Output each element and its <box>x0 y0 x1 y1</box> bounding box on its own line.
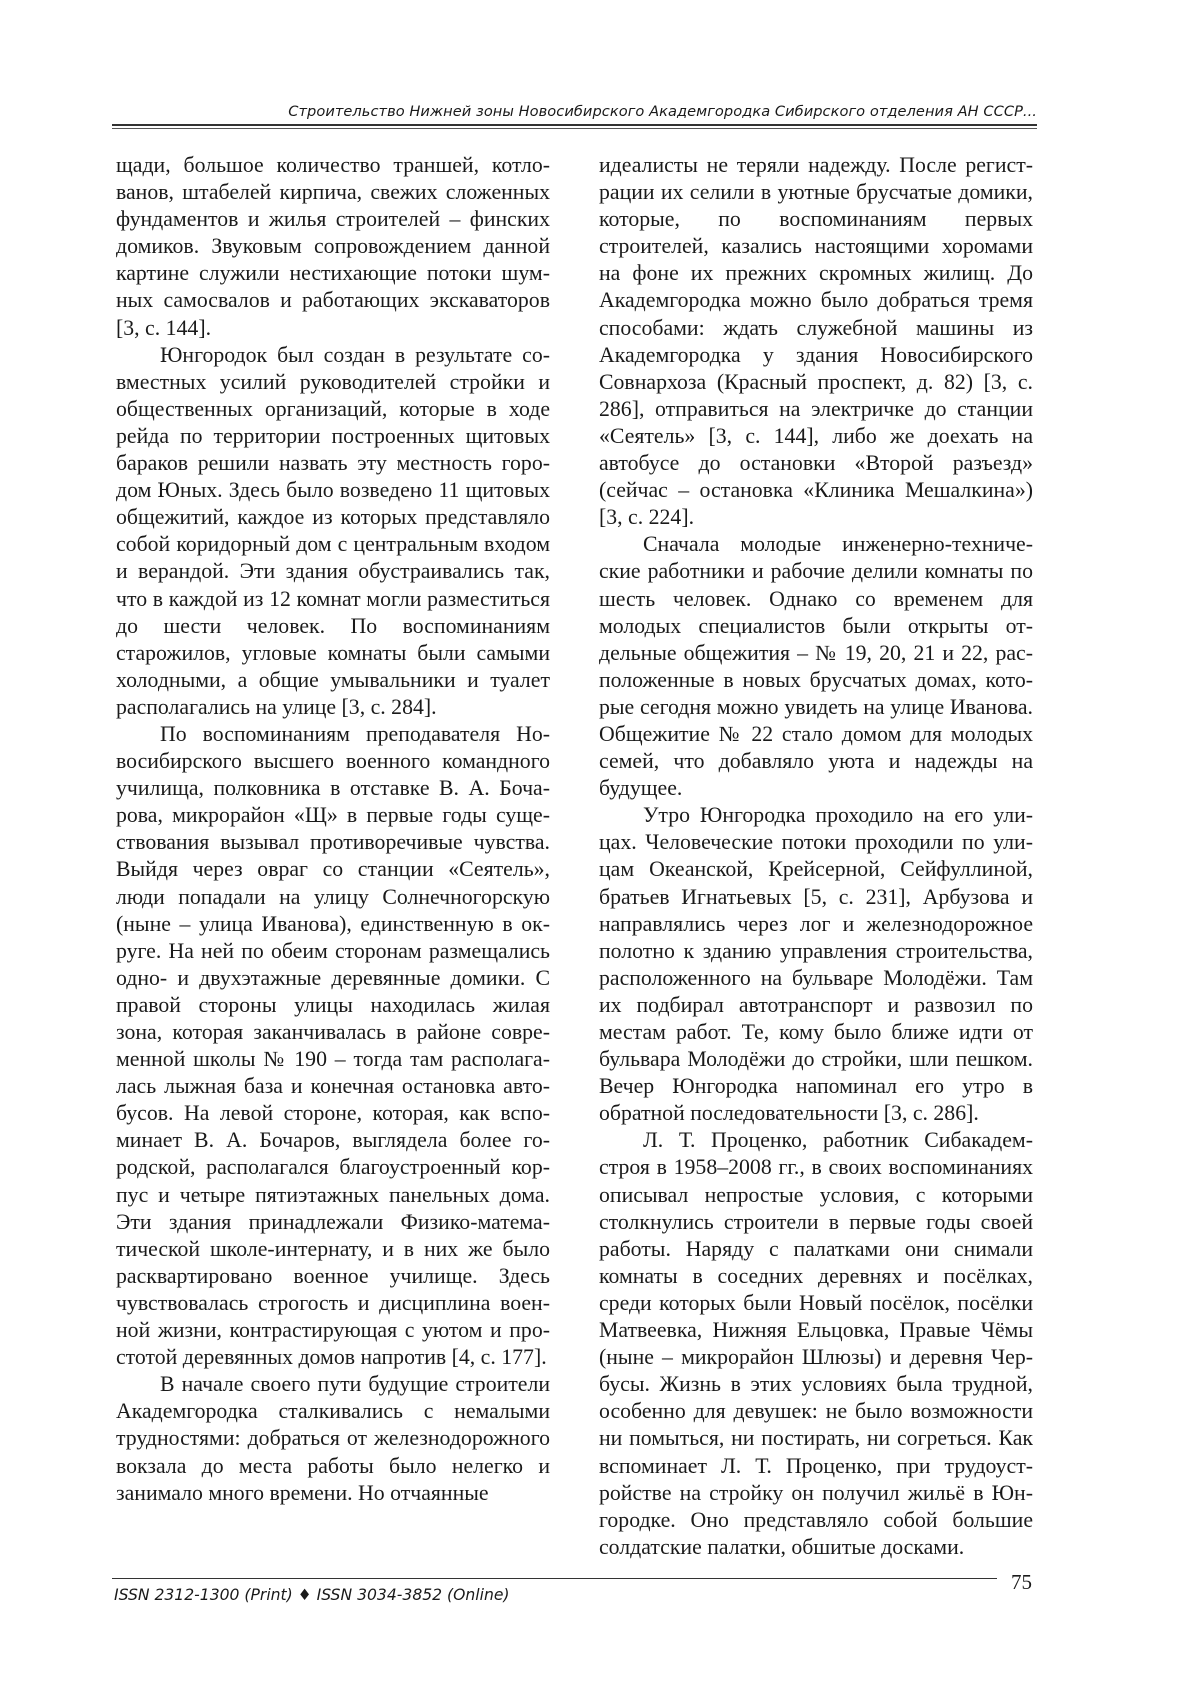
header-rule-thin <box>112 128 1037 129</box>
paragraph: По воспоминаниям преподавателя Новосибирского высшего военного командного училища, полковника в отставке В. А. Бочарова, микрорайон «Щ» в первые годы существования вызывал противоречивые чувства. Выйдя через овраг со станции «Сеятель», люди попадали на улицу Солнечногорскую (ныне – улица Иванова), единственную в округе. На ней по обеим сторонам размещались одно- и двухэтажные деревянные домики. С правой стороны улицы находилась жилая зона, которая заканчивалась в районе современной школы № 190 – тогда там располагалась лыжная база и конечная остановка автобусов. На левой стороне, которая, как вспоминает В. А. Бочаров, выглядела более городской, располагался благоустроенный корпус и четыре пятиэтажных панельных дома. Эти здания принадлежали Физико-математической школе-интернату, и в них же было расквартировано военное училище. Здесь чувствовалась строгость и дисциплина военной жизни, контрастирующая с уютом и простотой деревянных домов напротив [4, с. 177]. <box>116 721 550 1370</box>
footer-issn: ISSN 2312-1300 (Print) ♦ ISSN 3034-3852 (Online) <box>114 1586 510 1604</box>
running-header: Строительство Нижней зоны Новосибирского Академгородка Сибирского отделения АН СССР... <box>288 103 1037 120</box>
paragraph: Л. Т. Проценко, работник Сибакадемстроя в 1958–2008 гг., в своих воспоминаниях описывал непростые условия, с которыми столкнулись строители в первые годы своей работы. Наряду с палатками они снимали комнаты в соседних деревнях и посёлках, среди которых были Новый посёлок, посёлки Матвеевка, Нижняя Ельцовка, Правые Чёмы (ныне – микрорайон Шлюзы) и деревня Чербусы. Жизнь в этих условиях была трудной, особенно для девушек: не было возможности ни помыться, ни постирать, ни согреться. Как вспоминает Л. Т. Проценко, при трудоустройстве на стройку он получил жильё в Юнгородке. Оно представляло собой большие солдатские палатки, обшитые досками. <box>599 1128 1033 1559</box>
paragraph: В начале своего пути будущие строители Академгородка сталкивались с немалыми трудностями: добраться от железнодорожного вокзала до места работы было нелегко и занимало много времени. Но отчаянные <box>116 1372 550 1505</box>
paragraph: идеалисты не теряли надежду. После регистрации их селили в уютные брусчатые домики, которые, по воспоминаниям первых строителей, казались настоящими хоромами на фоне их прежних скромных жилищ. До Академгородка можно было добраться тремя способами: ждать служебной машины из Академгородка у здания Новосибирского Совнархоза (Красный проспект, д. 82) [3, с. 286], отправиться на электричке до станции «Сеятель» [3, с. 144], либо же доехать на автобусе до остановки «Второй разъезд» (сейчас – остановка «Клиника Мешалкина») [3, с. 224]. <box>599 153 1033 530</box>
paragraph: Сначала молодые инженерно-технические работники и рабочие делили комнаты по шесть человек. Однако со временем для молодых специалистов были открыты отдельные общежития – № 19, 20, 21 и 22, расположенные в новых брусчатых домах, которые сегодня можно увидеть на улице Иванова. Общежитие № 22 стало домом для молодых семей, что добавляло уюта и надежды на будущее. <box>599 532 1033 801</box>
page-number: 75 <box>1011 1570 1032 1594</box>
header-rule <box>112 124 1037 126</box>
left-column <box>116 152 550 1552</box>
right-column <box>599 152 1033 1559</box>
footer-rule <box>112 1578 997 1579</box>
paragraph: Утро Юнгородка проходило на его улицах. Человеческие потоки проходили по улицам Океанской, Крейсерной, Сейфуллиной, братьев Игнатьевых [5, с. 231], Арбузова и направлялись через лог и железнодорожное полотно к зданию управления строительства, расположенного на бульваре Молодёжи. Там их подбирал автотранспорт и развозил по местам работ. Те, кому было ближе идти от бульвара Молодёжи до стройки, шли пешком. Вечер Юнгородка напоминал его утро в обратной последовательности [3, с. 286]. <box>599 803 1033 1126</box>
paragraph: Юнгородок был создан в результате совместных усилий руководителей стройки и общественных организаций, которые в ходе рейда по территории построенных щитовых бараков решили назвать эту местность городом Юных. Здесь было возведено 11 щитовых общежитий, каждое из которых представляло собой коридорный дом с центральным входом и верандой. Эти здания обустраивались так, что в каждой из 12 комнат могли разместиться до шести человек. По воспоминаниям старожилов, угловые комнаты были самыми холодными, а общие умывальники и туалет располагались на улице [3, с. 284]. <box>116 342 550 719</box>
paragraph: щади, большое количество траншей, котлованов, штабелей кирпича, свежих сложенных фундаментов и жилья строителей – финских домиков. Звуковым сопровождением данной картине служили нестихающие потоки шумных самосвалов и работающих экскаваторов [3, с. 144]. <box>116 153 550 340</box>
